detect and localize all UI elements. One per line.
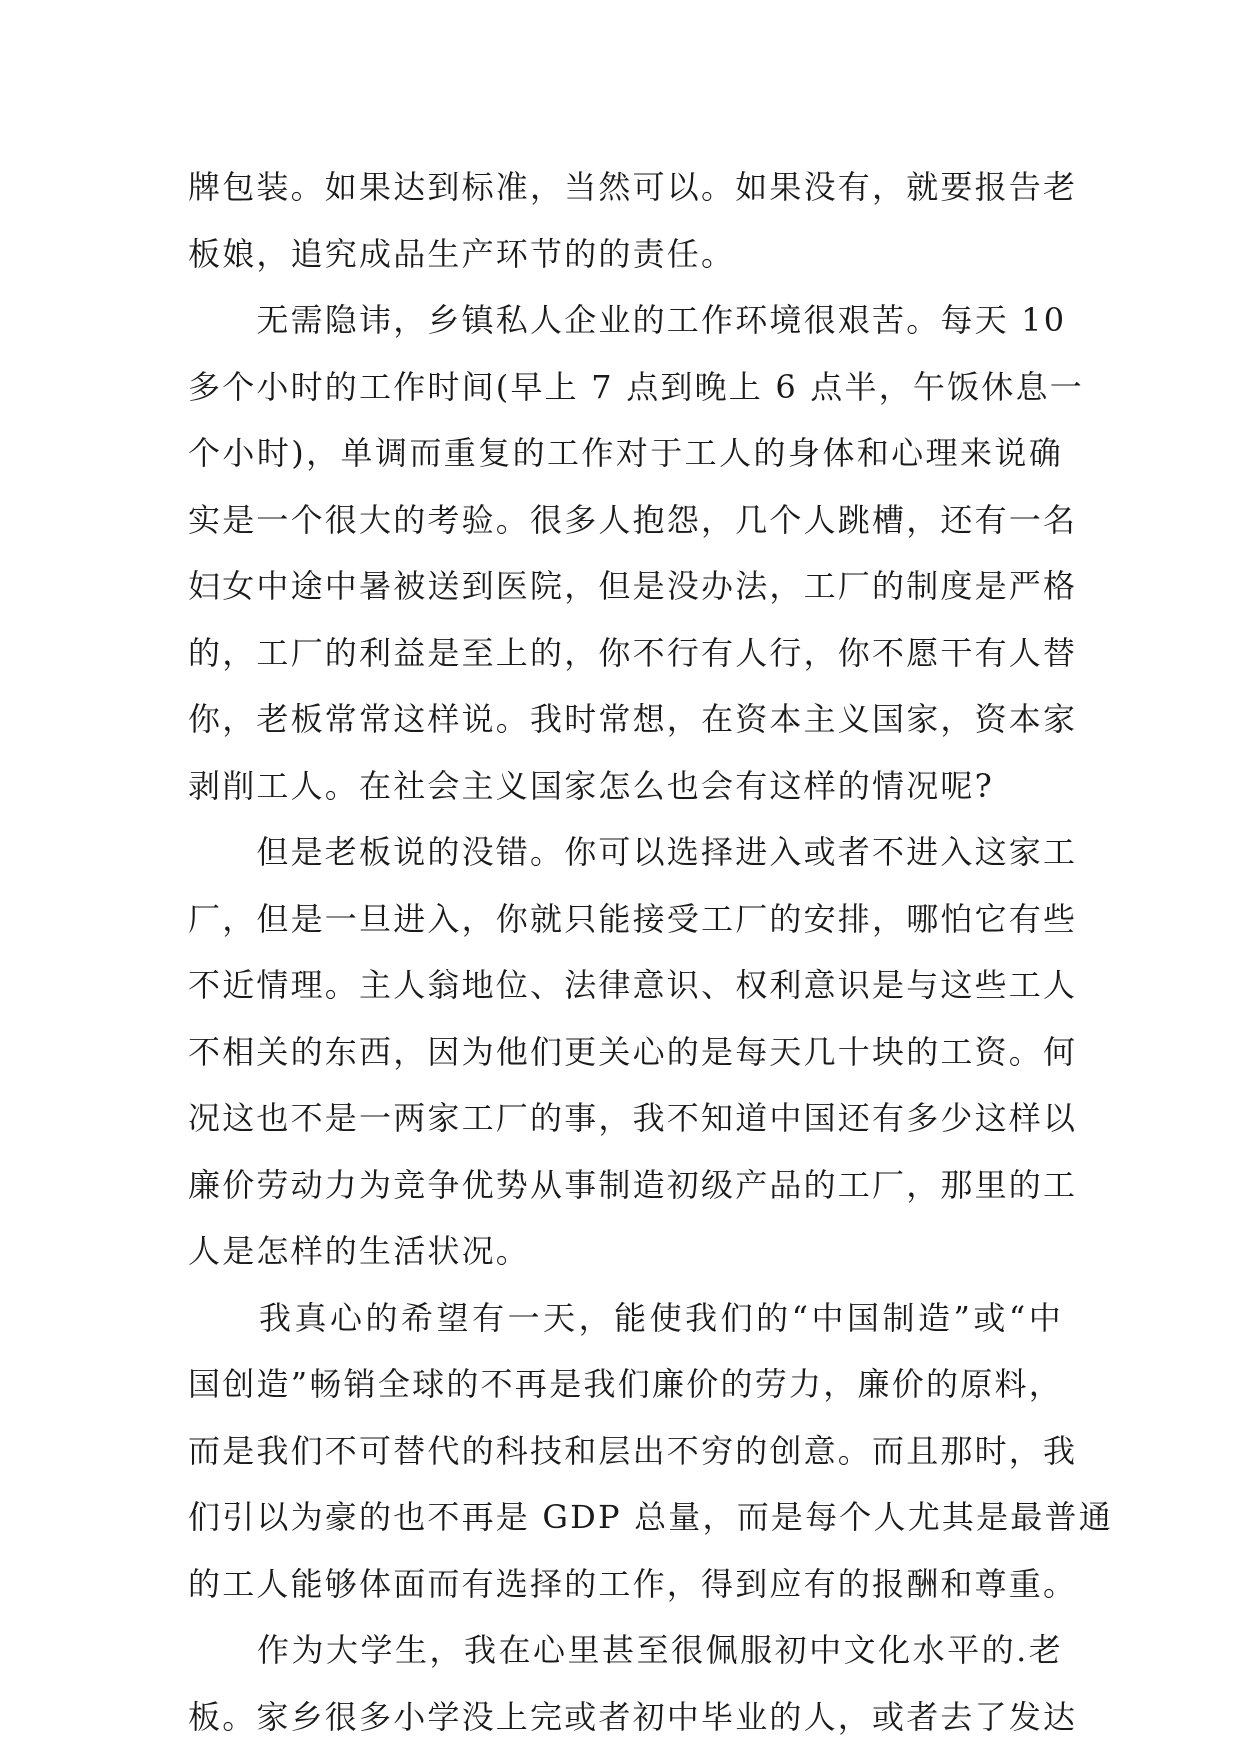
text-line: 实是一个很大的考验。很多人抱怨，几个人跳槽，还有一名 xyxy=(188,500,1078,539)
text-line: 厂，但是一旦进入，你就只能接受工厂的安排，哪怕它有些 xyxy=(188,899,1078,938)
text-line: 不近情理。主人翁地位、法律意识、权利意识是与这些工人 xyxy=(188,966,1078,1004)
text-line: 的，工厂的利益是至上的，你不行有人行，你不愿干有人替 xyxy=(188,633,1078,672)
text-line: 作为大学生，我在心里甚至很佩服初中文化水平的.老 xyxy=(188,1631,1063,1669)
text-line: 但是老板说的没错。你可以选择进入或者不进入这家工 xyxy=(188,833,1078,871)
text-line: 人是怎样的生活状况。 xyxy=(188,1232,531,1270)
text-line: 你，老板常常这样说。我时常想，在资本主义国家，资本家 xyxy=(188,700,1078,738)
text-line: 个小时)，单调而重复的工作对于工人的身体和心理来说确 xyxy=(188,434,1063,472)
text-line: 们引以为豪的也不再是 GDP 总量，而是每个人尤其是最普通 xyxy=(188,1498,1113,1536)
text-line: 无需隐讳，乡镇私人企业的工作环境很艰苦。每天 10 xyxy=(188,301,1067,339)
text-line: 廉价劳动力为竞争优势从事制造初级产品的工厂，那里的工 xyxy=(188,1165,1078,1204)
text-line: 况这也不是一两家工厂的事，我不知道中国还有多少这样以 xyxy=(188,1099,1078,1137)
text-line: 剥削工人。在社会主义国家怎么也会有这样的情况呢? xyxy=(188,766,994,805)
text-line: 而是我们不可替代的科技和层出不穷的创意。而且那时，我 xyxy=(188,1431,1078,1470)
text-line: 国创造”畅销全球的不再是我们廉价的劳力，廉价的原料， xyxy=(188,1365,1063,1403)
text-line: 妇女中途中暑被送到医院，但是没办法，工厂的制度是严格 xyxy=(188,567,1078,605)
text-line: 不相关的东西，因为他们更关心的是每天几十块的工资。何 xyxy=(188,1032,1078,1071)
text-line: 板娘，追究成品生产环节的的责任。 xyxy=(188,234,736,273)
text-line: 多个小时的工作时间(早上 7 点到晚上 6 点半，午饭休息一 xyxy=(188,367,1084,406)
body-text xyxy=(188,154,1113,1750)
text-line: 板。家乡很多小学没上完或者初中毕业的人，或者去了发达 xyxy=(188,1697,1078,1736)
text-line: 牌包装。如果达到标准，当然可以。如果没有，就要报告老 xyxy=(188,168,1078,206)
text-line: 我真心的希望有一天，能使我们的“中国制造”或“中 xyxy=(188,1298,1063,1337)
text-line: 的工人能够体面而有选择的工作，得到应有的报酬和尊重。 xyxy=(188,1564,1078,1603)
